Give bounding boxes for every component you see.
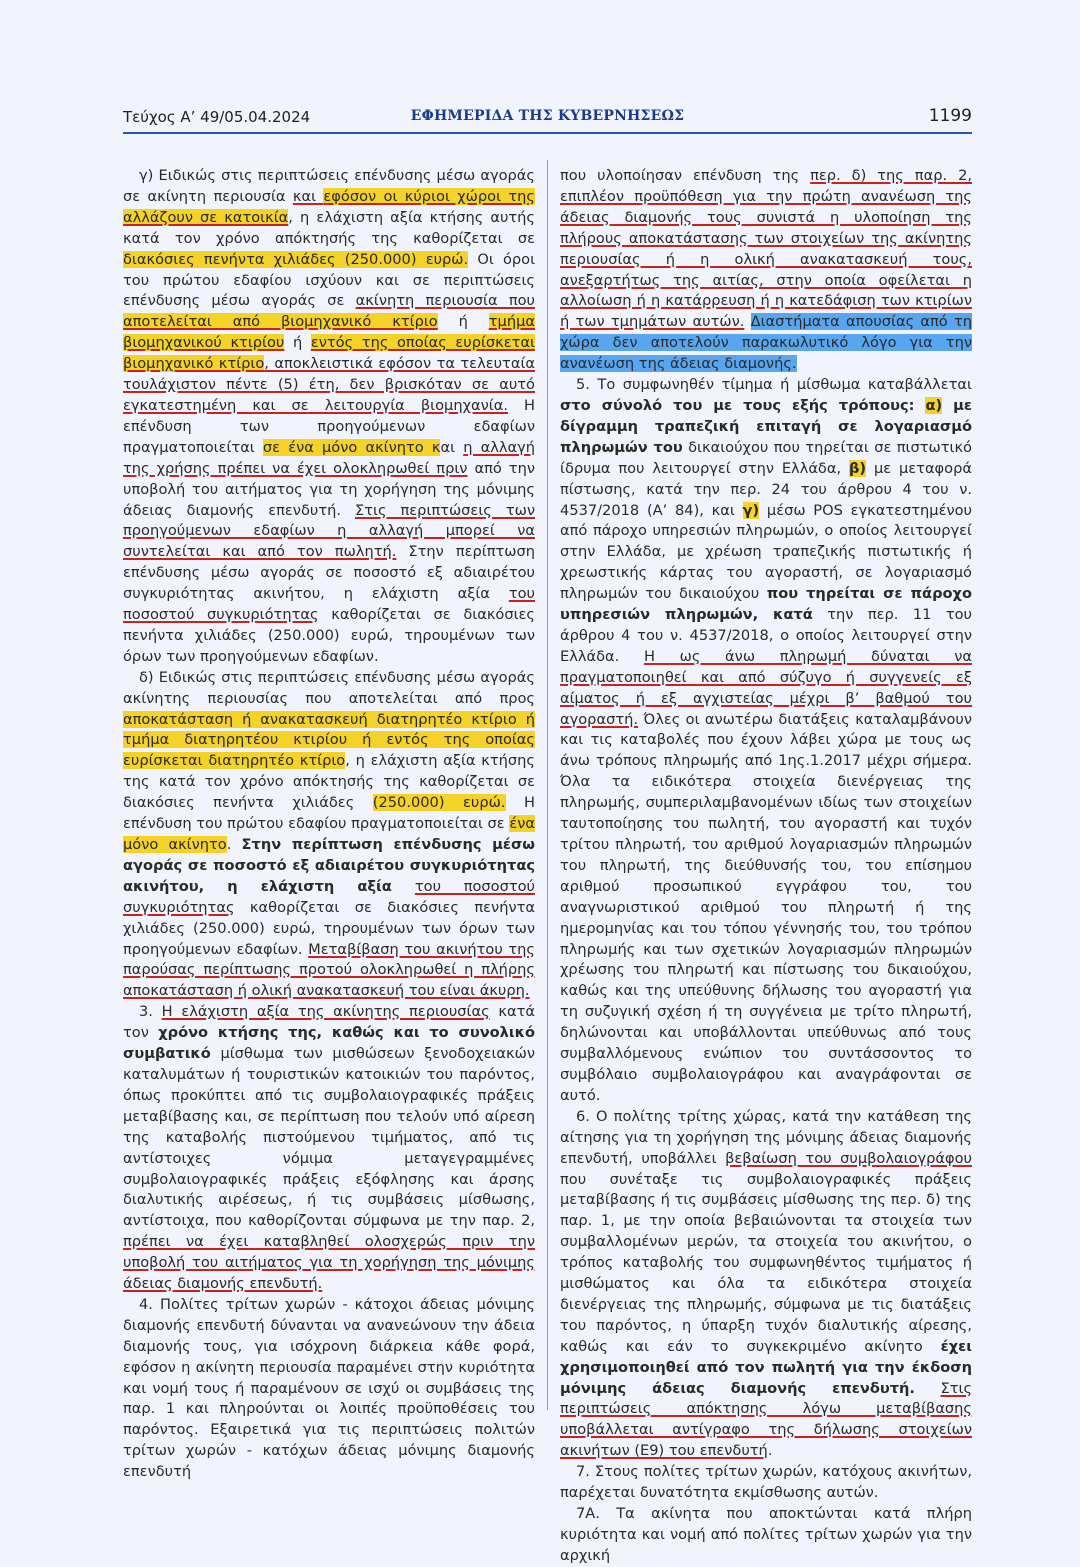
column-divider bbox=[547, 160, 548, 1410]
gazette-title: ΕΦΗΜΕΡΙΔΑ ΤΗΣ ΚΥΒΕΡΝΗΣΕΩΣ bbox=[410, 108, 685, 124]
paragraph-3: 3. Η ελάχιστη αξία της ακίνητης περιουσίας κατά τον χρόνο κτήσης της, καθώς και το συνολικό συμβατικό μίσθωμα των μισθώσεων ξενοδοχειακών καταλυμάτων ή τουριστικών κατοικιών του παρόντος, όπως προκύπτει από τις συμβολαιογραφικές πράξεις μεταβίβασης και, σε περίπτωση που τελούν υπό αίρεση της καταβολής πιστούμενου τιμήματος, από τις αντίστοιχες νόμιμα μεταγεγραμμένες συμβολαιογραφικές πράξεις εξόφλησης και άρσης διαλυτικής αιρέσεως, ή τις συμβάσεις μίσθωσης, αντίστοιχα, που καθορίζονται σύμφωνα με την παρ. 2, πρέπει να έχει καταβληθεί ολοσχερώς πριν την υποβολή του αιτήματος για τη χορήγηση της μόνιμης άδειας διαμονής επενδυτή. bbox=[123, 1003, 535, 1293]
page-number: 1199 bbox=[928, 106, 972, 126]
page-header bbox=[123, 104, 972, 134]
paragraph-4-continued: που υλοποίησαν επένδυση της περ. δ) της παρ. 2, επιπλέον προϋπόθεση για την πρώτη ανανέωση της άδειας διαμονής τους συνιστά η υλοποίηση της πλήρους αποκατάστασης των στοιχείων της ακίνητης περιουσίας ή η ολική ανακατασκευή τους, ανεξαρτήτως της αιτίας, στην οποία οφείλεται η αλλοίωση ή η κατάρρευση ή η κατεδάφιση των κτιρίων ή των τμημάτων αυτών. Διαστήματα απουσίας από τη χώρα δεν αποτελούν παρακωλυτικό λόγο για την ανανέωση της άδειας διαμονής. bbox=[560, 167, 973, 373]
paragraph-7: 7. Στους πολίτες τρίτων χωρών, κατόχους ακινήτων, παρέχεται δυνατότητα εκμίσθωσης αυτών. bbox=[560, 1463, 972, 1502]
paragraph-7a: 7Α. Τα ακίνητα που αποκτώνται κατά πλήρη κυριότητα και νομή από πολίτες τρίτων χωρών για την αρχική bbox=[560, 1505, 972, 1564]
paragraph-2d: δ) Ειδικώς στις περιπτώσεις επένδυσης μέσω αγοράς ακίνητης περιουσίας που αποτελείται από προς αποκατάσταση ή ανακατασκευή διατηρητέο κτίριο ή τμήμα διατηρητέου κτιρίου ή εντός της οποίας ευρίσκεται διατηρητέο κτίριο, η ελάχιστη αξία κτήσης της κατά τον χρόνο απόκτησής της καθορίζεται σε διακόσιες πενήντα χιλιάδες (250.000) ευρώ. Η επένδυση του πρώτου εδαφίου πραγματοποιείται σε ένα μόνο ακίνητο. Στην περίπτωση επένδυσης μέσω αγοράς σε ποσοστό εξ αδιαιρέτου συγκυριότητας ακινήτου, η ελάχιστη αξία του ποσοστού συγκυριότητας καθορίζεται σε διακόσιες πενήντα χιλιάδες (250.000) ευρώ, τηρουμένων των όρων των προηγούμενων εδαφίων. Μεταβίβαση του ακινήτου της παρούσας περίπτωσης προτού ολοκληρωθεί η πλήρης αποκατάσταση ή ολική ανακατασκευή του είναι άκυρη. bbox=[123, 668, 535, 1000]
paragraph-4: 4. Πολίτες τρίτων χωρών - κάτοχοι άδειας μόνιμης διαμονής επενδυτή δύνανται να ανανεώνουν την άδεια διαμονής τους, για ισόχρονη διάρκεια κάθε φορά, εφόσον η ακίνητη περιουσία παραμένει στην κυριότητα και νομή τους ή παραμένουν σε ισχύ οι συμβάσεις της παρ. 1 και πληρούνται οι λοιπές προϋποθέσεις του παρόντος. Εξαιρετικά για τις περιπτώσεις πολιτών τρίτων χωρών - κατόχων άδειας μόνιμης διαμονής επενδυτή bbox=[123, 1295, 535, 1481]
paragraph-5: 5. Το συμφωνηθέν τίμημα ή μίσθωμα καταβάλλεται στο σύνολό του με τους εξής τρόπους: α) με δίγραμμη τραπεζική επιταγή σε λογαριασμό πληρωμών του δικαιούχου που τηρείται σε πιστωτικό ίδρυμα που λειτουργεί στην Ελλάδα, β) με μεταφορά πίστωσης, κατά την περ. 24 του άρθρου 4 του ν. 4537/2018 (Α’ 84), και γ) μέσω POS εγκατεστημένου από πάροχο υπηρεσιών πληρωμών, ο οποίος λειτουργεί στην Ελλάδα, με χρέωση τραπεζικής πιστωτικής ή χρεωστικής κάρτας του αγοραστή, σε λογαριασμό πληρωμών του δικαιούχου που τηρείται σε πάροχο υπηρεσιών πληρωμών, κατά την περ. 11 του άρθρου 4 του ν. 4537/2018, ο οποίος λειτουργεί στην Ελλάδα. Η ως άνω πληρωμή δύναται να πραγματοποιηθεί και από σύζυγο ή συγγενείς εξ αίματος ή εξ αγχιστείας μέχρι β’ βαθμού του αγοραστή. Όλες οι ανωτέρω διατάξεις καταλαμβάνουν και τις καταβολές που έχουν λάβει χώρα με τους ως άνω τρόπους πληρωμής από 1ης.1.2017 μέχρι σήμερα. Όλα τα ειδικότερα στοιχεία διενέργειας της πληρωμής, συμπεριλαμβανομένων ιδίως των στοιχείων ταυτοποίησης του πωλητή, του αγοραστή και τυχόν τρίτου πληρωτή, του αριθμού λογαριασμών πληρωμών του πληρωτή, της διεύθυνσής του, του επίσημου αριθμού προσωπικού εγγράφου του, του αναγνωριστικού αριθμού του πληρωτή ή της ημερομηνίας και του τόπου γέννησής του, του τρόπου πληρωμής και των σχετικών λογαριασμών πληρωμών χρέωσης του πληρωτή και πίστωσης του δικαιούχου, καθώς και της υπεύθυνης δήλωσης του αγοραστή για τη συζυγική σχέση ή τη συγγένεια με τρίτο πληρωτή, δηλώνονται και υποβάλλονται υπεύθυνως από τους συμβαλλόμενους ενώπιον του συντάσσοντος το συμβόλαιο συμβολαιογράφου και αναγράφονται σε αυτό. bbox=[560, 376, 972, 1104]
issue-label: Τεύχος A’ 49/05.04.2024 bbox=[123, 108, 311, 126]
header-rule bbox=[123, 132, 972, 134]
left-column bbox=[123, 166, 535, 1483]
paragraph-2c: γ) Ειδικώς στις περιπτώσεις επένδυσης μέσω αγοράς σε ακίνητη περιουσία και εφόσον οι κύριοι χώροι της αλλάζουν σε κατοικία, η ελάχιστη αξία κτήσης αυτής κατά τον χρόνο απόκτησής της καθορίζεται σε διακόσιες πενήντα χιλιάδες (250.000) ευρώ. Οι όροι του πρώτου εδαφίου ισχύουν και σε περιπτώσεις επένδυσης μέσω αγοράς σε ακίνητη περιουσία που αποτελείται από βιομηχανικό κτίριο ή τμήμα βιομηχανικού κτιρίου ή εντός της οποίας ευρίσκεται βιομηχανικό κτίριο, αποκλειστικά εφόσον τα τελευταία τουλάχιστον πέντε (5) έτη, δεν βρισκόταν σε αυτό εγκατεστημένη και σε λειτουργία βιομηχανία. Η επένδυση των προηγούμενων εδαφίων πραγματοποιείται σε ένα μόνο ακίνητο και η αλλαγή της χρήσης πρέπει να έχει ολοκληρωθεί πριν από την υποβολή του αιτήματος για τη χορήγηση της μόνιμης άδειας διαμονής επενδυτή. Στις περιπτώσεις των προηγούμενων εδαφίων η αλλαγή μπορεί να συντελείται και από τον πωλητή. Στην περίπτωση επένδυσης μέσω αγοράς σε ποσοστό εξ αδιαιρέτου συγκυριότητας ακινήτου, η ελάχιστη αξία του ποσοστού συγκυριότητας καθορίζεται σε διακόσιες πενήντα χιλιάδες (250.000) ευρώ, τηρουμένων των όρων των προηγούμενων εδαφίων. bbox=[123, 167, 536, 665]
paragraph-6: 6. Ο πολίτης τρίτης χώρας, κατά την κατάθεση της αίτησης για τη χορήγηση της μόνιμης άδειας διαμονής επενδυτή, υποβάλλει βεβαίωση του συμβολαιογράφου που συνέταξε τις συμβολαιογραφικές πράξεις μεταβίβασης ή τις συμβάσεις μίσθωσης της περ. δ) της παρ. 1, με την οποία βεβαιώνονται τα στοιχεία των συμβαλλομένων μερών, τα στοιχεία του ακινήτου, ο τρόπος καταβολής του συμφωνηθέντος τιμήματος ή μισθώματος και όλα τα ειδικότερα στοιχεία διενέργειας της πληρωμής, σύμφωνα με τις διατάξεις του παρόντος, η ύπαρξη τυχόν διαλυτικής αίρεσης, καθώς και εάν το συγκεκριμένο ακίνητο έχει χρησιμοποιηθεί από τον πωλητή για την έκδοση μόνιμης άδειας διαμονής επενδυτή. Στις περιπτώσεις απόκτησης λόγω μεταβίβασης υποβάλλεται αντίγραφο της δήλωσης στοιχείων ακινήτων (Ε9) του επενδυτή. bbox=[560, 1107, 973, 1460]
right-column bbox=[560, 166, 972, 1567]
